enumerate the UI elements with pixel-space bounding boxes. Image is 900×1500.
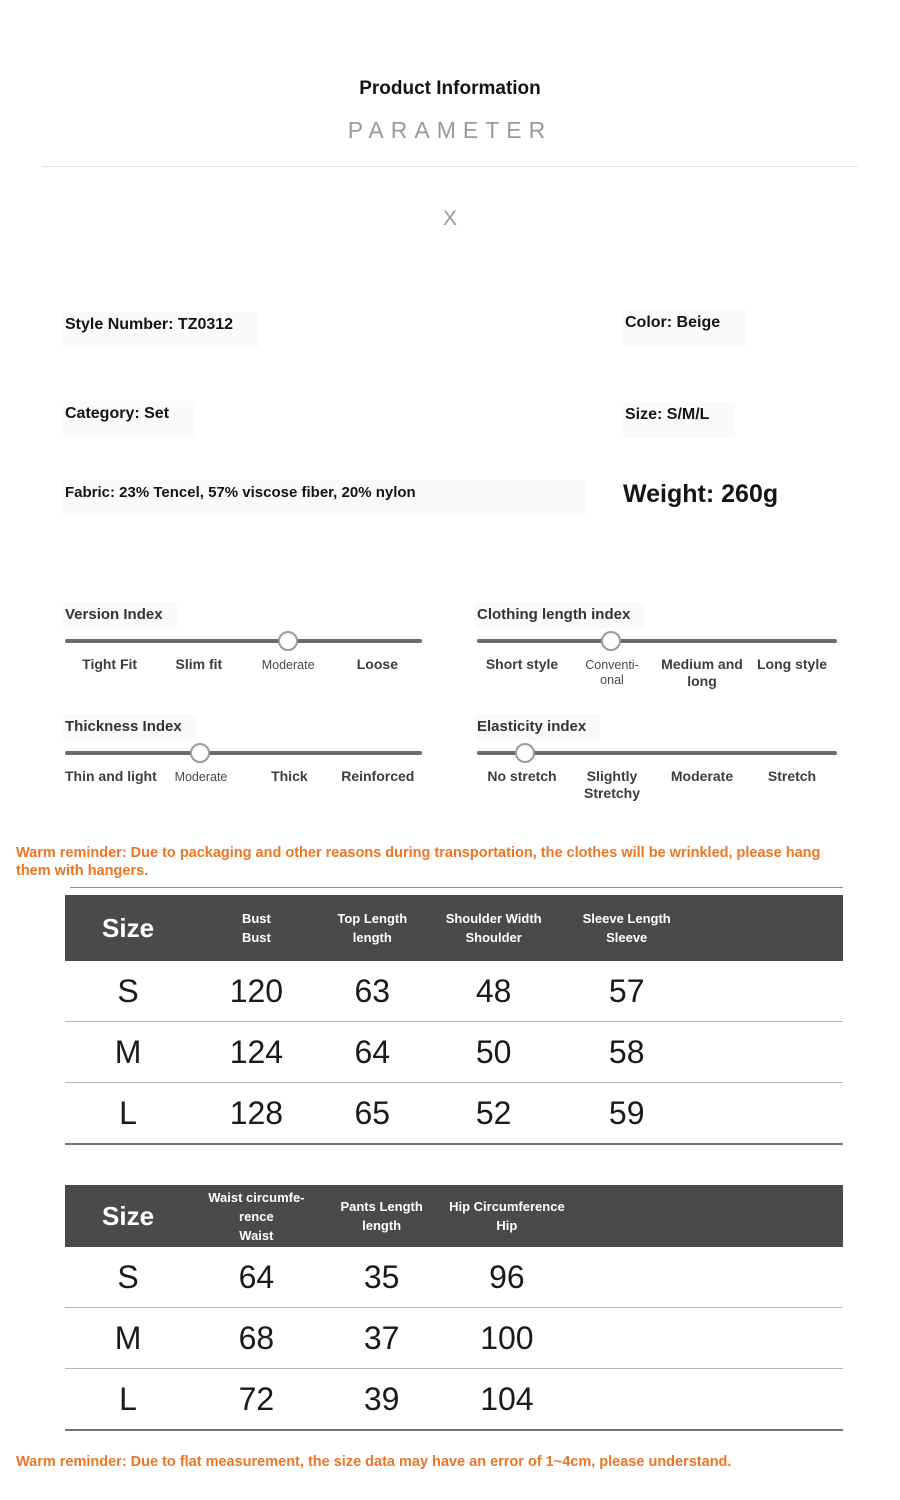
slider-version-title: Version Index — [63, 602, 177, 628]
info-color: Color: Beige — [623, 310, 746, 346]
column-header-hip: Hip Circumference Hip — [449, 1199, 565, 1233]
size-table-top — [65, 895, 843, 1145]
page-title: Product Information — [359, 78, 541, 99]
info-size: Size: S/M/L — [623, 402, 735, 438]
column-header-shoulder-width: Shoulder Width Shoulder — [445, 911, 542, 945]
slider-label: Short style — [485, 656, 559, 672]
size-table-bottom-header — [65, 1185, 843, 1247]
header-divider — [42, 166, 858, 167]
table-top-rule — [70, 887, 843, 888]
slider-version-track — [65, 639, 422, 643]
slider-elasticity-index — [477, 714, 837, 802]
slider-clothing-length-knob — [601, 631, 621, 651]
size-table-top-header — [65, 895, 843, 961]
slider-thickness-title: Thickness Index — [63, 714, 196, 740]
slider-label: Thick — [271, 768, 308, 784]
reminder-measurement: Warm reminder: Due to flat measurement, the size data may have an error of 1~4cm, please understand. — [16, 1454, 732, 1470]
info-style-number: Style Number: TZ0312 — [63, 312, 259, 348]
slider-clothing-length-track — [477, 639, 837, 643]
column-header-pants-length: Pants Length length — [340, 1199, 423, 1233]
slider-clothing-length-labels — [477, 656, 837, 690]
column-header-bust: Bust Bust — [241, 911, 271, 945]
slider-label: No stretch — [487, 768, 557, 784]
size-table-bottom — [65, 1185, 843, 1431]
slider-thickness-index — [65, 714, 422, 785]
table-row: M 68 37 100 — [65, 1307, 843, 1368]
slider-label: Moderate — [670, 768, 734, 784]
slider-label: Stretch — [767, 768, 817, 784]
slider-version-labels — [65, 656, 422, 673]
slider-thickness-track — [65, 751, 422, 755]
slider-thickness-labels — [65, 768, 422, 785]
slider-elasticity-title: Elasticity index — [475, 714, 600, 740]
table-row: L 72 39 104 — [65, 1368, 843, 1431]
table-row: L 128 65 52 59 — [65, 1082, 843, 1145]
page-subtitle: PARAMETER — [347, 117, 553, 143]
slider-clothing-length-index — [477, 602, 837, 690]
slider-label: Tight Fit — [82, 656, 138, 672]
slider-label: Long style — [756, 656, 827, 672]
slider-label: Slim fit — [175, 656, 223, 672]
slider-label: Medium and long — [661, 656, 743, 689]
slider-label: Reinforced — [341, 768, 415, 784]
column-header-size: Size — [102, 912, 155, 943]
info-fabric: Fabric: 23% Tencel, 57% viscose fiber, 20% nylon — [63, 480, 586, 515]
slider-label: Thin and light — [65, 768, 157, 784]
table-row: S 64 35 96 — [117, 1258, 525, 1295]
slider-label: Moderate — [261, 658, 315, 672]
table-row: S 120 63 48 57 — [117, 972, 645, 1009]
column-header-top-length: Top Length length — [337, 911, 408, 945]
column-header-sleeve-length: Sleeve Length Sleeve — [582, 911, 671, 945]
slider-label: Loose — [356, 656, 398, 672]
column-header-size: Size — [102, 1200, 155, 1231]
slider-version-knob — [278, 631, 298, 651]
slider-label: Conventi-onal — [585, 658, 639, 687]
reminder-packaging: Warm reminder: Due to packaging and other reasons during transportation, the clothes will be wrinkled, please hang them with hangers. — [16, 845, 821, 880]
info-weight: Weight: 260g — [623, 480, 779, 508]
slider-elasticity-knob — [515, 743, 535, 763]
placeholder-x-mark: X — [442, 207, 457, 230]
slider-clothing-length-title: Clothing length index — [475, 602, 644, 628]
table-row: M 124 64 50 58 — [65, 1021, 843, 1082]
slider-thickness-knob — [190, 743, 210, 763]
slider-elasticity-track — [477, 751, 837, 755]
slider-label: Moderate — [174, 770, 228, 784]
slider-version-index — [65, 602, 422, 673]
info-category: Category: Set — [63, 401, 195, 437]
column-header-waist: Waist circumfe-rence Waist — [208, 1189, 305, 1243]
slider-label: Slightly Stretchy — [583, 768, 641, 801]
slider-elasticity-labels — [477, 768, 837, 802]
